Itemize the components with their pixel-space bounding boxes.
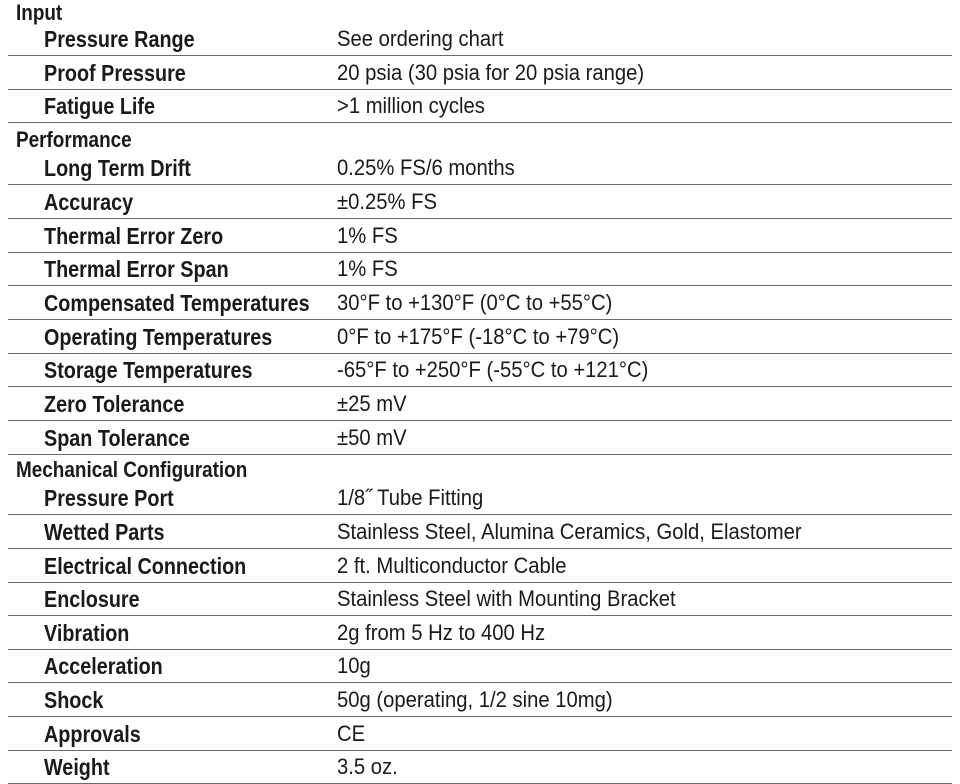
spec-value: ±0.25% FS [337,189,437,214]
spec-row [8,387,952,421]
spec-row [8,320,952,354]
spec-value: 50g (operating, 1/2 sine 10mg) [337,687,613,712]
spec-label: Vibration [44,620,130,646]
spec-value: ±50 mV [337,425,407,450]
spec-label: Electrical Connection [44,553,247,579]
spec-row [8,56,952,90]
spec-label: Pressure Range [44,26,195,52]
spec-label: Wetted Parts [44,519,165,545]
spec-value: See ordering chart [337,26,504,51]
spec-label: Pressure Port [44,485,174,511]
spec-value: 30°F to +130°F (0°C to +55°C) [337,290,613,315]
spec-row [8,616,952,650]
spec-value: 1% FS [337,223,398,248]
spec-label: Acceleration [44,653,163,679]
spec-label: Storage Temperatures [44,357,253,383]
spec-label: Fatigue Life [44,93,155,119]
spec-value: Stainless Steel, Alumina Ceramics, Gold, Elastomer [337,519,802,544]
spec-row [8,549,952,583]
spec-value: 3.5 oz. [337,754,398,779]
spec-value: >1 million cycles [337,93,485,118]
spec-row [8,353,952,387]
spec-row [8,481,952,515]
spec-row [8,185,952,219]
section-title: Input [16,0,63,25]
spec-label: Operating Temperatures [44,324,273,350]
section-title: Performance [16,127,132,152]
spec-row [8,22,952,56]
spec-label: Weight [44,754,110,780]
spec-row [8,649,952,683]
spec-label: Proof Pressure [44,60,186,86]
spec-value: 0°F to +175°F (-18°C to +79°C) [337,324,620,349]
spec-value: 2g from 5 Hz to 400 Hz [337,620,546,645]
spec-value: 20 psia (30 psia for 20 psia range) [337,60,645,85]
spec-value: -65°F to +250°F (-55°C to +121°C) [337,357,649,382]
spec-value: Stainless Steel with Mounting Bracket [337,586,676,611]
spec-value: 1% FS [337,256,398,281]
spec-row [8,683,952,717]
spec-label: Enclosure [44,586,140,612]
spec-row [8,717,952,751]
spec-row [8,515,952,549]
spec-row [8,151,952,185]
spec-row [8,89,952,123]
spec-label: Shock [44,687,104,713]
spec-value: 10g [337,653,371,678]
spec-label: Accuracy [44,189,134,215]
spec-row [8,219,952,253]
spec-label: Thermal Error Zero [44,223,224,249]
section-title: Mechanical Configuration [16,457,248,482]
spec-row [8,582,952,616]
spec-label: Compensated Temperatures [44,290,310,316]
spec-value: ±25 mV [337,391,407,416]
spec-row [8,286,952,320]
spec-label: Span Tolerance [44,425,190,451]
spec-value: 2 ft. Multiconductor Cable [337,553,567,578]
spec-value: CE [337,721,366,746]
spec-label: Long Term Drift [44,155,191,181]
spec-value: 0.25% FS/6 months [337,155,515,180]
spec-label: Approvals [44,721,141,747]
spec-value: 1/8˝ Tube Fitting [337,485,484,510]
spec-row [8,252,952,286]
spec-row [8,421,952,455]
spec-label: Zero Tolerance [44,391,185,417]
spec-label: Thermal Error Span [44,256,229,282]
spec-row [8,750,952,784]
